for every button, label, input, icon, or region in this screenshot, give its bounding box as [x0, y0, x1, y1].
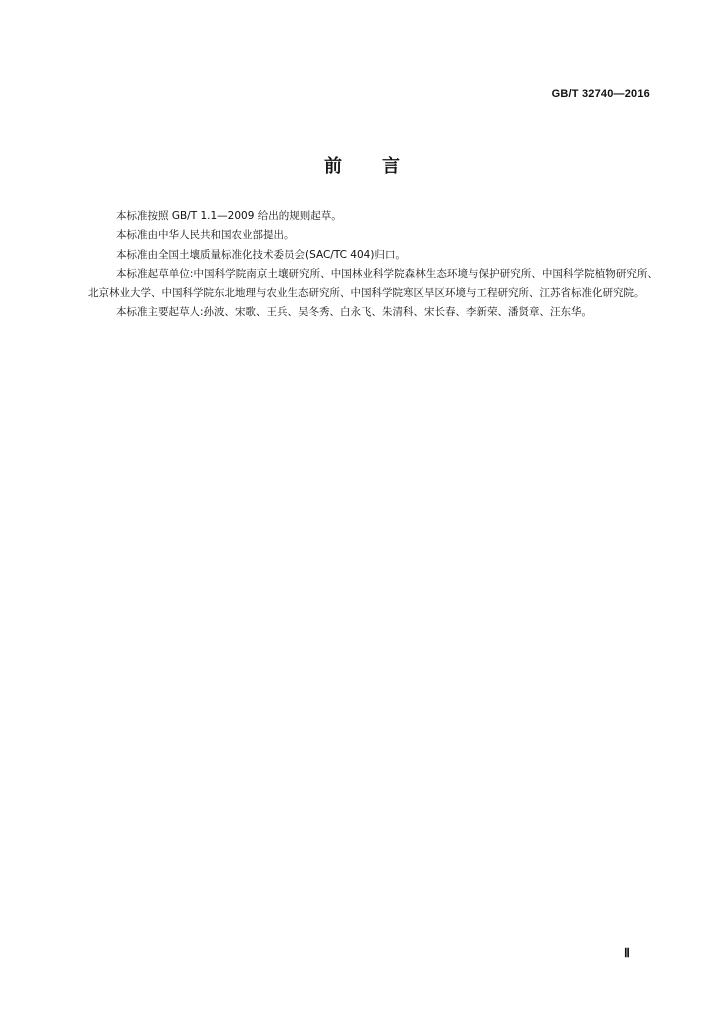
standard-code-header: GB/T 32740—2016 — [551, 88, 650, 100]
paragraph-drafters: 本标准主要起草人:孙波、宋歌、王兵、吴冬秀、白永飞、朱清科、宋长春、李新荣、潘贤章、汪东华。 — [116, 306, 593, 319]
paragraph-committee: 本标准由全国土壤质量标准化技术委员会(SAC/TC 404)归口。 — [116, 248, 406, 261]
title-char-1: 前 — [324, 156, 342, 177]
foreword-body — [88, 207, 658, 323]
page-title — [0, 152, 724, 178]
page-number: Ⅱ — [624, 946, 630, 960]
title-char-2: 言 — [382, 156, 400, 177]
paragraph-drafting-rules: 本标准按照 GB/T 1.1—2009 给出的规则起草。 — [116, 210, 342, 222]
paragraph-proposer: 本标准由中华人民共和国农业部提出。 — [116, 229, 295, 242]
paragraph-drafting-units: 本标准起草单位:中国科学院南京土壤研究所、中国林业科学院森林生态环境与保护研究所、中国科学院植物研究所、北京林业大学、中国科学院东北地理与农业生态研究所、中国科学院寒区旱区环境与工程研究所、江苏省标准化研究院。 — [88, 267, 658, 300]
